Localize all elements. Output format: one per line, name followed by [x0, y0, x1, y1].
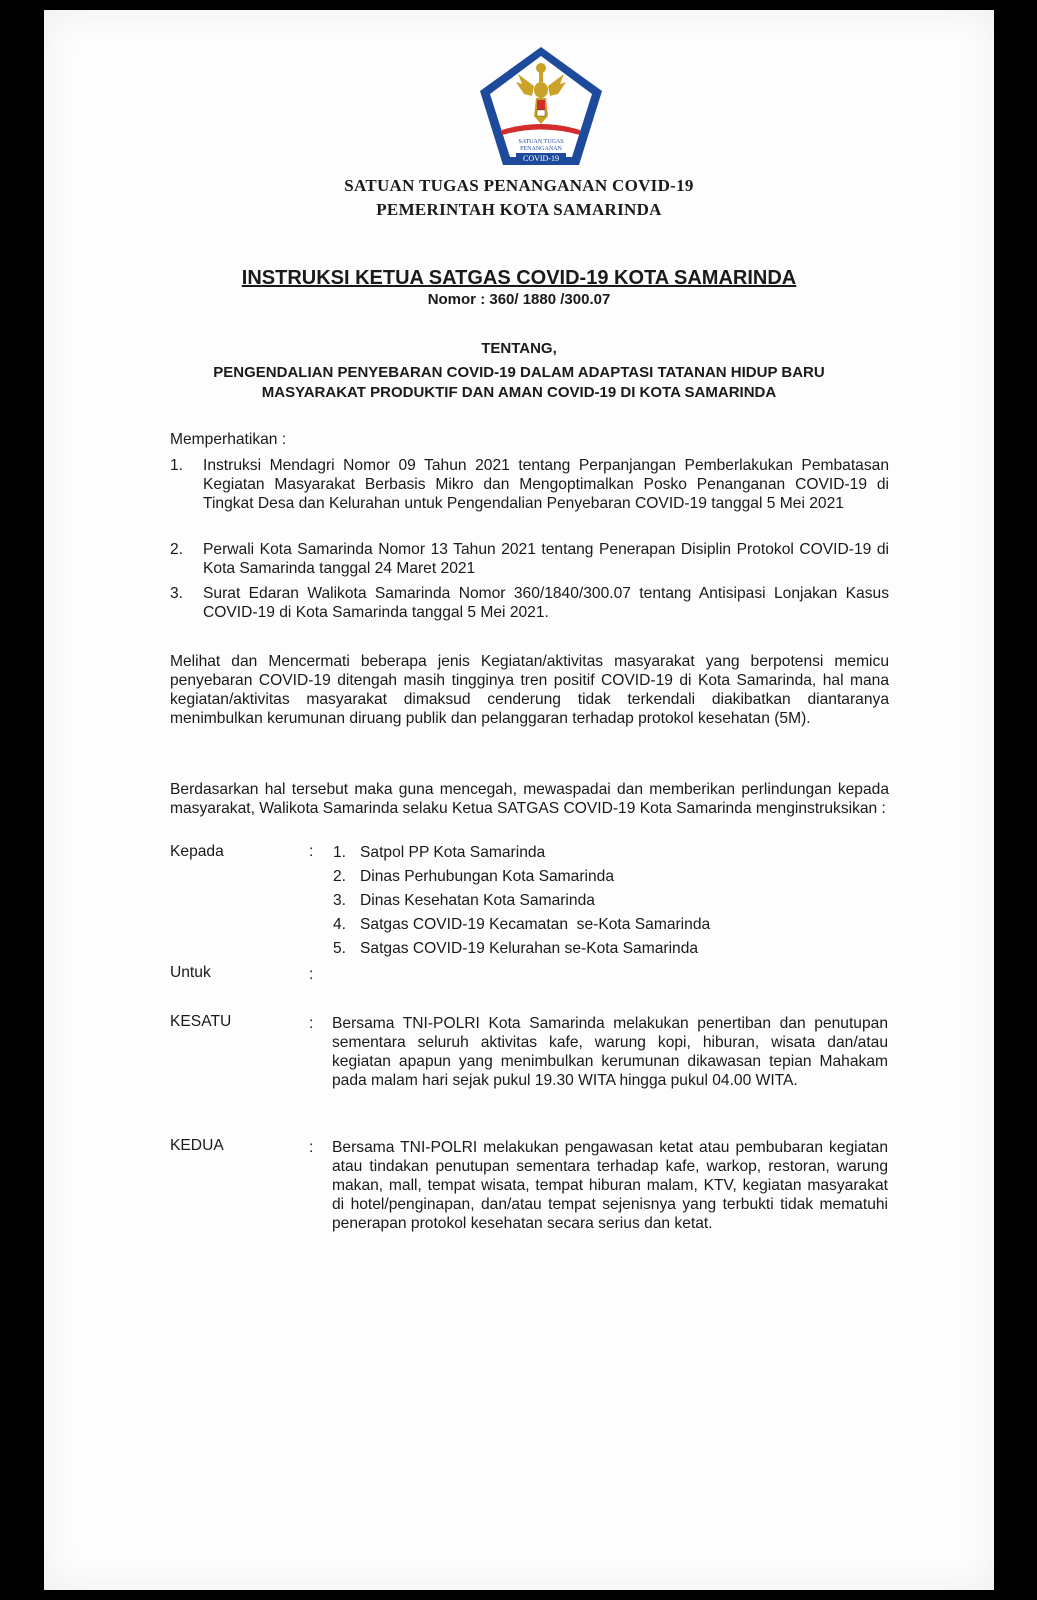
memperhatikan-item-1: Instruksi Mendagri Nomor 09 Tahun 2021 tentang Perpanjangan Pemberlakukan Pembatasan Kegiatan Masyarakat Berbasis Mikro dan Mengoptimalkan Posko Penanganan COVID-19 di Tingkat Desa dan Kelurahan untuk Pengendalian Penyebaran COVID-19 tanggal 5 Mei 2021	[203, 457, 889, 512]
berdasarkan-paragraph: Berdasarkan hal tersebut maka guna mencegah, mewaspadai dan memberikan perlindungan kepada masyarakat, Walikota Samarinda selaku Ketua SATGAS COVID-19 Kota Samarinda menginstruksikan :	[170, 781, 889, 817]
memperhatikan-item-2: Perwali Kota Samarinda Nomor 13 Tahun 2021 tentang Penerapan Disiplin Protokol COVID-19 di Kota Samarinda tanggal 24 Maret 2021	[203, 541, 889, 577]
tentang-label: TENTANG,	[481, 340, 557, 357]
list-item-number: 3.	[170, 585, 184, 602]
list-item-number: 4.	[333, 916, 347, 933]
list-item-number: 1.	[170, 457, 184, 474]
kedua-text: Bersama TNI-POLRI melakukan pengawasan ketat atau pembubaran kegiatan atau tindakan penutupan sementara terhadap kafe, warkop, restoran, warung makan, mall, tempat wisata, tempat hiburan malam, KTV, kegiatan masyarakat di hotel/penginapan, dan/atau tempat sejenisnya yang terbukti tidak mematuhi penerapan protokol kesehatan secara serius dan ketat.	[332, 1139, 888, 1232]
list-item-number: 2.	[170, 541, 184, 558]
header-line-2: PEMERINTAH KOTA SAMARINDA	[376, 200, 662, 219]
kepada-item-5: Satgas COVID-19 Kelurahan se-Kota Samarinda	[360, 940, 699, 957]
melihat-paragraph: Melihat dan Mencermati beberapa jenis Kegiatan/aktivitas masyarakat yang berpotensi memicu penyebaran COVID-19 ditengah masih tingginya tren positif COVID-19 di Kota Samarinda, hal mana kegiatan/aktivitas masyarakat dimaksud cenderung tidak terkendali diakibatkan diantaranya menimbulkan kerumunan diruang publik dan pelanggaran terhadap protokol kesehatan (5M).	[170, 653, 889, 727]
list-item-number: 3.	[333, 892, 347, 909]
memperhatikan-label: Memperhatikan :	[170, 431, 287, 448]
kepada-colon: :	[309, 843, 314, 860]
logo-text-line1: SATUAN TUGAS	[518, 139, 564, 145]
header-line-1: SATUAN TUGAS PENANGANAN COVID-19	[344, 176, 694, 195]
document-number: Nomor : 360/ 1880 /300.07	[427, 291, 611, 308]
kepada-label: Kepada	[170, 843, 224, 860]
subject-line-2: MASYARAKAT PRODUKTIF DAN AMAN COVID-19 DI KOTA SAMARINDA	[261, 384, 777, 401]
untuk-label: Untuk	[170, 964, 211, 981]
untuk-colon: :	[309, 966, 314, 983]
kepada-item-1: Satpol PP Kota Samarinda	[360, 844, 546, 861]
logo-text-line2: PENANGANAN	[520, 146, 562, 152]
memperhatikan-item-3: Surat Edaran Walikota Samarinda Nomor 360/1840/300.07 tentang Antisipasi Lonjakan Kasus COVID-19 di Kota Samarinda tanggal 5 Mei 2021.	[203, 585, 889, 621]
satgas-covid19-logo	[476, 44, 606, 169]
document-page	[44, 10, 994, 1590]
list-item-number: 2.	[333, 868, 347, 885]
kedua-colon: :	[309, 1139, 314, 1156]
subject-line-1: PENGENDALIAN PENYEBARAN COVID-19 DALAM ADAPTASI TATANAN HIDUP BARU	[213, 364, 825, 381]
kesatu-colon: :	[309, 1015, 314, 1032]
list-item-number: 1.	[333, 844, 347, 861]
kepada-item-3: Dinas Kesehatan Kota Samarinda	[360, 892, 595, 909]
list-item-number: 5.	[333, 940, 347, 957]
kedua-label: KEDUA	[170, 1137, 224, 1154]
kesatu-text: Bersama TNI-POLRI Kota Samarinda melakukan penertiban dan penutupan sementara seluruh aktivitas kafe, warung kopi, hiburan, wisata dan/atau kegiatan apapun yang menimbulkan kerumunan dikawasan tepian Mahakam pada malam hari sejak pukul 19.30 WITA hingga pukul 04.00 WITA.	[332, 1015, 888, 1089]
kepada-item-4: Satgas COVID-19 Kecamatan se-Kota Samarinda	[360, 916, 711, 933]
kepada-item-2: Dinas Perhubungan Kota Samarinda	[360, 868, 614, 885]
logo-text-line3: COVID-19	[523, 154, 559, 163]
kesatu-label: KESATU	[170, 1013, 232, 1030]
document-title: INSTRUKSI KETUA SATGAS COVID-19 KOTA SAMARINDA	[241, 267, 797, 289]
